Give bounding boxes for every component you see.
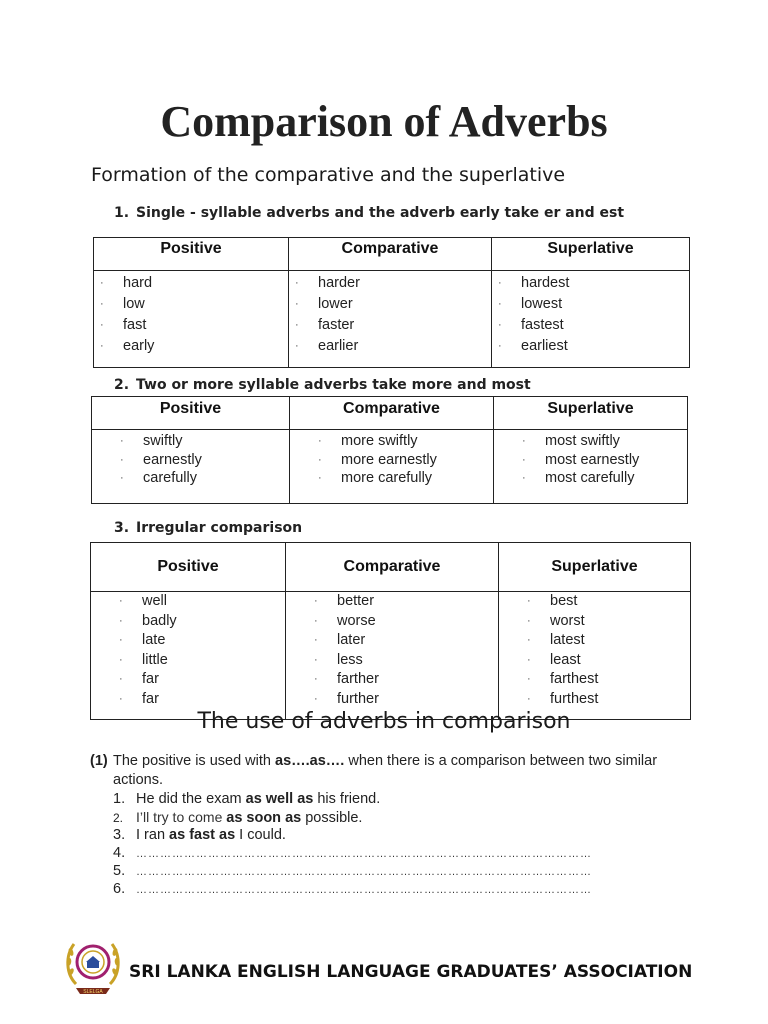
bullet-icon: ·: [522, 453, 526, 466]
table-header-row: [92, 397, 688, 430]
section-heading-3: [114, 520, 302, 536]
list-item-text: later: [337, 632, 366, 649]
list-item-text: better: [337, 593, 375, 609]
list-item: [286, 631, 498, 651]
bullet-icon: ·: [527, 673, 531, 686]
list-item: [91, 690, 285, 710]
organization-name: SRI LANKA ENGLISH LANGUAGE GRADUATES’ ASSOCIATION: [129, 962, 693, 982]
bullet-icon: ·: [100, 277, 104, 289]
list-item-text: lower: [318, 296, 353, 312]
column-header-superlative: Superlative: [499, 543, 691, 592]
list-item: [91, 651, 285, 671]
list-item: [499, 651, 690, 671]
comparative-list: [286, 592, 498, 710]
list-item-text: little: [142, 651, 168, 668]
list-item: [289, 294, 491, 315]
list-item: [494, 469, 687, 488]
list-item: [91, 612, 285, 632]
rule-number: (1): [90, 753, 108, 769]
list-item-text: most earnestly: [545, 451, 640, 468]
bullet-icon: ·: [120, 453, 124, 466]
column-header-positive: Positive: [91, 543, 286, 592]
list-item-text: faster: [318, 317, 355, 333]
list-item: [289, 273, 491, 294]
superlative-list: [494, 432, 687, 488]
answer-blank: ……………………………………………………………………………………………………: [136, 884, 592, 896]
bullet-icon: ·: [119, 614, 123, 627]
comparative-cell: [286, 592, 499, 720]
example-item-blank: [113, 862, 693, 880]
example-bold: as soon as: [226, 810, 302, 826]
list-item: [499, 670, 690, 690]
table-single-syllable: [93, 237, 690, 368]
list-item-text: fastest: [521, 317, 564, 333]
list-item: [92, 469, 289, 488]
positive-cell: [94, 271, 289, 368]
association-logo: [62, 932, 124, 1002]
list-item-text: furthest: [550, 690, 599, 707]
bullet-icon: ·: [119, 653, 123, 666]
example-text-end: possible.: [301, 810, 363, 826]
list-item: [499, 612, 690, 632]
example-number: 4.: [113, 845, 126, 861]
list-item-text: fast: [123, 317, 147, 333]
answer-blank: ……………………………………………………………………………………………………: [136, 848, 592, 860]
list-item-text: most swiftly: [545, 433, 620, 449]
example-item: [113, 808, 693, 826]
bullet-icon: ·: [498, 340, 502, 352]
list-item: [91, 631, 285, 651]
list-item-text: more swiftly: [341, 433, 418, 449]
example-item-blank: [113, 844, 693, 862]
list-item-text: least: [550, 651, 581, 668]
list-item: [492, 336, 689, 357]
bullet-icon: ·: [498, 277, 502, 289]
list-item: [494, 451, 687, 470]
list-item: [289, 315, 491, 336]
list-item: [290, 469, 493, 488]
comparative-list: [290, 432, 493, 488]
list-item-text: hard: [123, 275, 153, 291]
list-item: [92, 432, 289, 451]
positive-cell: [92, 430, 290, 504]
bullet-icon: ·: [100, 298, 104, 310]
list-item-text: more carefully: [341, 470, 433, 486]
example-text: I’ll try to come: [136, 809, 227, 825]
section-heading-text: Single - syllable adverbs and the adverb early take er and est: [136, 205, 625, 221]
example-bold: as fast as: [169, 827, 236, 843]
section-heading-2: [114, 377, 531, 393]
list-item-text: earliest: [521, 338, 568, 354]
bullet-icon: ·: [498, 319, 502, 331]
list-item: [286, 690, 498, 710]
bullet-icon: ·: [119, 595, 123, 607]
example-number: 3.: [113, 827, 126, 843]
table-row: [91, 592, 691, 720]
superlative-cell: [494, 430, 688, 504]
list-item: [286, 592, 498, 612]
section-heading-text: Irregular comparison: [136, 520, 303, 536]
list-item-text: lowest: [521, 296, 563, 312]
bullet-icon: ·: [318, 453, 322, 466]
list-item: [92, 451, 289, 470]
section-number: 1.: [114, 205, 130, 221]
example-bold: as well as: [245, 791, 314, 807]
bullet-icon: ·: [314, 634, 318, 647]
positive-list: [91, 592, 285, 710]
example-text-end: his friend.: [313, 791, 381, 807]
bullet-icon: ·: [119, 673, 123, 686]
comparative-cell: [290, 430, 494, 504]
list-item-text: earnestly: [143, 451, 202, 468]
bullet-icon: ·: [295, 277, 299, 289]
example-item: [113, 826, 693, 844]
bullet-icon: ·: [100, 340, 104, 352]
page-subtitle: Formation of the comparative and the superlative: [91, 164, 566, 186]
rule-1: [90, 752, 690, 790]
example-text: I ran: [136, 827, 170, 843]
list-item-text: hardest: [521, 275, 570, 291]
bullet-icon: ·: [527, 634, 531, 647]
list-item-text: more earnestly: [341, 451, 437, 468]
column-header-comparative: Comparative: [289, 238, 492, 271]
bullet-icon: ·: [120, 472, 124, 484]
list-item: [492, 315, 689, 336]
column-header-comparative: Comparative: [286, 543, 499, 592]
bullet-icon: ·: [318, 435, 322, 447]
column-header-superlative: Superlative: [494, 397, 688, 430]
superlative-list: [492, 273, 689, 357]
list-item-text: latest: [550, 632, 585, 649]
bullet-icon: ·: [522, 435, 526, 447]
list-item: [499, 631, 690, 651]
list-item-text: far: [142, 690, 159, 707]
example-number: 6.: [113, 881, 126, 897]
list-item-text: most carefully: [545, 470, 635, 486]
list-item-text: farthest: [550, 671, 599, 688]
comparative-list: [289, 273, 491, 357]
table-multi-syllable: [91, 396, 688, 504]
list-item: [499, 690, 690, 710]
list-item: [286, 651, 498, 671]
example-item-blank: [113, 880, 693, 898]
example-text-end: I could.: [235, 827, 286, 843]
list-item: [290, 451, 493, 470]
list-item-text: well: [142, 593, 167, 609]
rule-text-after: when there is a comparison between two similar actions.: [113, 753, 658, 788]
bullet-icon: ·: [527, 692, 531, 705]
bullet-icon: ·: [119, 692, 123, 705]
table-header-row: [94, 238, 690, 271]
list-item: [286, 612, 498, 632]
bullet-icon: ·: [527, 614, 531, 627]
list-item-text: carefully: [143, 470, 197, 486]
superlative-cell: [492, 271, 690, 368]
list-item-text: early: [123, 338, 155, 354]
list-item: [499, 592, 690, 612]
page-title: Comparison of Adverbs: [160, 97, 608, 146]
bullet-icon: ·: [522, 472, 526, 484]
bullet-icon: ·: [119, 634, 123, 647]
positive-list: [94, 273, 288, 357]
column-header-superlative: Superlative: [492, 238, 690, 271]
rule-text: [113, 752, 690, 790]
list-item: [286, 670, 498, 690]
table-header-row: [91, 543, 691, 592]
example-text: He did the exam: [136, 791, 246, 807]
answer-blank: ……………………………………………………………………………………………………: [136, 866, 592, 878]
use-heading: The use of adverbs in comparison: [197, 709, 571, 734]
bullet-icon: ·: [314, 692, 318, 705]
logo-text: SLELGA: [83, 989, 103, 995]
list-item-text: less: [337, 651, 363, 668]
superlative-cell: [499, 592, 691, 720]
list-item: [492, 273, 689, 294]
list-item: [91, 670, 285, 690]
example-number: 1.: [113, 791, 126, 807]
list-item-text: low: [123, 296, 145, 312]
list-item-text: harder: [318, 275, 360, 291]
list-item: [94, 294, 288, 315]
column-header-positive: Positive: [92, 397, 290, 430]
example-number: 2.: [113, 811, 124, 825]
rule-text-before: The positive is used with: [113, 753, 275, 769]
section-number: 2.: [114, 377, 130, 393]
list-item-text: farther: [337, 671, 379, 688]
example-number: 5.: [113, 863, 126, 879]
bullet-icon: ·: [527, 653, 531, 666]
list-item-text: worse: [337, 612, 376, 629]
positive-cell: [91, 592, 286, 720]
list-item: [94, 273, 288, 294]
table-row: [92, 430, 688, 504]
bullet-icon: ·: [318, 472, 322, 484]
list-item: [94, 336, 288, 357]
bullet-icon: ·: [120, 435, 124, 447]
superlative-list: [499, 592, 690, 710]
list-item-text: worst: [550, 612, 585, 629]
table-row: [94, 271, 690, 368]
list-item-text: swiftly: [143, 433, 183, 449]
list-item: [290, 432, 493, 451]
bullet-icon: ·: [314, 614, 318, 627]
comparative-cell: [289, 271, 492, 368]
list-item-text: best: [550, 593, 578, 609]
list-item: [494, 432, 687, 451]
list-item-text: badly: [142, 612, 177, 629]
bullet-icon: ·: [295, 340, 299, 352]
list-item-text: earlier: [318, 338, 359, 354]
section-number: 3.: [114, 520, 130, 536]
example-item: [113, 790, 693, 808]
bullet-icon: ·: [498, 298, 502, 310]
list-item-text: late: [142, 632, 166, 649]
list-item: [492, 294, 689, 315]
bullet-icon: ·: [527, 595, 531, 607]
bullet-icon: ·: [100, 319, 104, 331]
bullet-icon: ·: [295, 319, 299, 331]
bullet-icon: ·: [314, 653, 318, 666]
bullet-icon: ·: [295, 298, 299, 310]
list-item: [91, 592, 285, 612]
bullet-icon: ·: [314, 673, 318, 686]
positive-list: [92, 432, 289, 488]
list-item: [289, 336, 491, 357]
column-header-comparative: Comparative: [290, 397, 494, 430]
example-list: [113, 790, 693, 898]
rule-text-bold: as….as….: [275, 753, 345, 769]
table-irregular: [90, 542, 691, 720]
column-header-positive: Positive: [94, 238, 289, 271]
bullet-icon: ·: [314, 595, 318, 607]
section-heading-1: [114, 205, 624, 221]
list-item: [94, 315, 288, 336]
section-heading-text: Two or more syllable adverbs take more and most: [136, 377, 531, 393]
list-item-text: far: [142, 671, 159, 688]
list-item-text: further: [337, 690, 379, 707]
